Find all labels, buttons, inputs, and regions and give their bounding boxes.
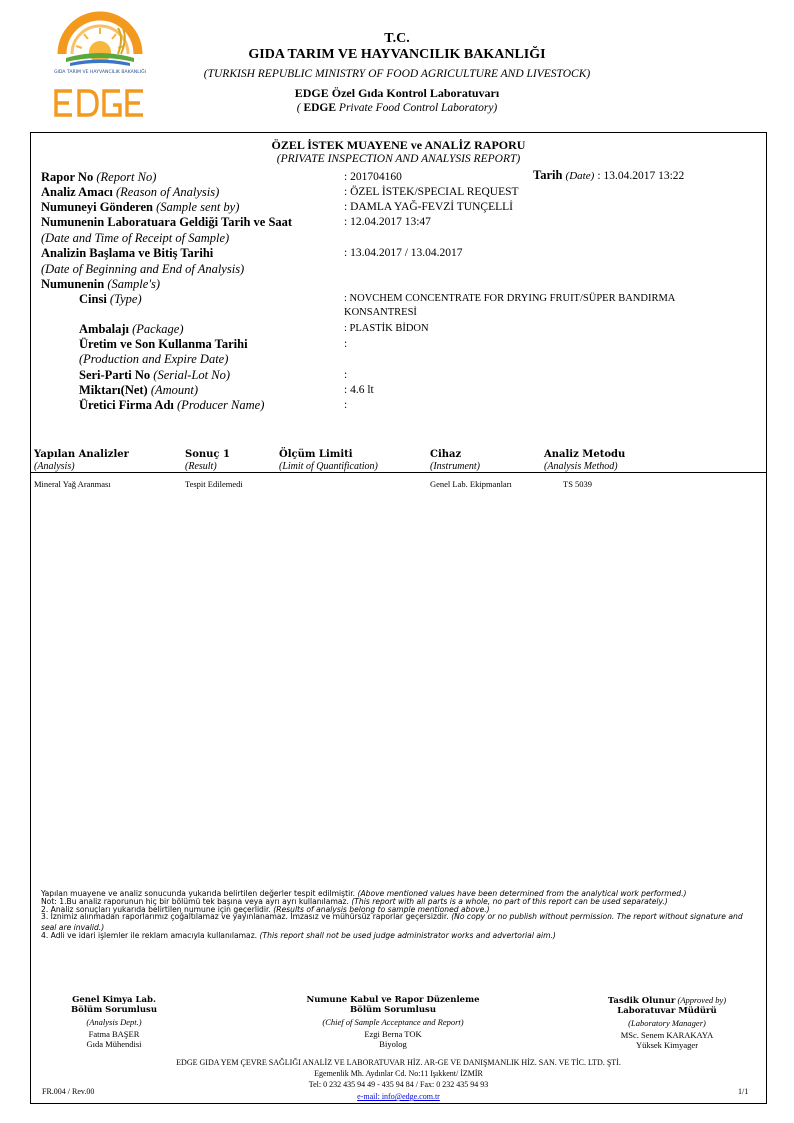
signature-role: Gıda Mühendisi [86,1039,142,1049]
signature-title-en: (Chief of Sample Acceptance and Report) [322,1017,464,1027]
form-number: FR.004 / Rev.00 [42,1087,95,1096]
date-label: Tarih [533,168,563,182]
lab-name-en-edge: EDGE [303,102,337,114]
signature-title-en: (Laboratory Manager) [628,1018,706,1028]
footer-address: Egemenlik Mh. Aydınlar Cd. No:11 Işıkkent/ İZMİR [314,1069,483,1078]
field-label-en: (Producer Name) [177,398,265,412]
ministry-logo-text: GIDA TARIM VE HAYVANCILIK BAKANLIĞI [53,70,147,75]
field-label: Numuneyi Gönderen [41,200,153,214]
note-text-en: (Above mentioned values have been determined from the analytical work performed.) [357,889,687,898]
date-label-en: (Date) [565,170,595,182]
cell-method: TS 5039 [563,479,593,489]
sample-production-expire: Üretim ve Son Kullanma Tarihi [79,337,248,351]
signature-lab-manager [587,995,747,1050]
report-title: ÖZEL İSTEK MUAYENE ve ANALİZ RAPORU [271,138,526,152]
field-report-no-value: : 201704160 [344,171,402,183]
field-label: Numunenin [41,277,105,291]
note-text-en: (This report shall not be used judge administrator works and advertorial aim.) [259,931,556,940]
cell-instrument: Genel Lab. Ekipmanları [430,479,512,489]
field-receipt-date: Numunenin Laboratuara Geldiği Tarih ve Saat [41,215,293,229]
lab-name-en-open: ( [296,102,304,114]
field-analysis-dates: Analizin Başlama ve Bitiş Tarihi [41,246,214,260]
note-text: 3. İznimiz alınmadan raporlarımız çoğaltılamaz ve yayınlanamaz. İmzasız ve mühürsüz raporlar geçersizdir. [41,912,449,921]
note-3 [41,912,743,921]
field-label: Üretici Firma Adı [79,398,174,412]
report-subtitle: (PRIVATE INSPECTION AND ANALYSIS REPORT) [276,153,521,165]
signature-name: Fatma BAŞER [88,1029,140,1039]
page-number: 1/1 [738,1087,749,1096]
field-sample [41,277,160,292]
footer-phone: Tel: 0 232 435 94 49 - 435 94 84 / Fax: 0 232 435 94 93 [308,1080,489,1089]
col-header-result-en: (Result) [185,461,217,472]
note-text: Not: 1.Bu analiz raporunun hiç bir bölümü tek başına veya ayrı ayrı kullanılamaz. [41,897,349,906]
sample-lot-value: : [344,369,348,381]
signature-title-en: (Analysis Dept.) [86,1017,142,1027]
note-text-en: (This report with all parts is a whole, no part of this report can be used separately.) [351,897,668,906]
signature-role: Biyolog [379,1039,407,1049]
field-label-en: (Sample's) [107,277,161,291]
col-header-method-en: (Analysis Method) [544,461,618,472]
ministry-name: GIDA TARIM VE HAYVANCILIK BAKANLIĞI [248,47,546,62]
field-label-en: (Package) [132,322,184,336]
field-analysis-reason-value: : ÖZEL İSTEK/SPECIAL REQUEST [344,186,519,198]
lab-name: EDGE Özel Gıda Kontrol Laboratuvarı [294,86,500,100]
header-tc: T.C. [384,31,410,46]
sample-producer-value: : [344,399,348,411]
edge-logo [52,86,146,120]
col-header-instrument: Cihaz [430,449,462,460]
field-analysis-dates-value: : 13.04.2017 / 13.04.2017 [344,247,463,259]
sample-amount-value: : 4.6 lt [344,384,374,396]
signature-title: Numune Kabul ve Rapor Düzenleme [306,995,480,1005]
table-header-divider [30,472,767,473]
signature-name: Ezgi Berna TOK [364,1029,422,1039]
note-text: 4. Adli ve idari işlemler ile reklam amacıyla kullanılamaz. [41,931,258,940]
field-analysis-dates-en: (Date of Beginning and End of Analysis) [41,262,245,276]
signature-title-approved: (Approved by) [677,995,727,1005]
field-label-en: (Serial-Lot No) [153,368,231,382]
lab-name-en-rest: Private Food Control Laboratory) [336,102,498,114]
signature-title: Genel Kimya Lab. [72,995,156,1005]
footer-email-link[interactable]: e-mail: info@edge.com.tr [357,1092,440,1101]
sample-production-expire-value: : [344,338,348,350]
note-3-cont: seal are invalid.) [41,923,105,932]
col-header-limit-en: (Limit of Quantification) [279,461,378,472]
cell-result: Tespit Edilemedi [185,479,243,489]
signature-analysis-dept [34,995,194,1049]
field-label: Analiz Amacı [41,185,113,199]
note-text: Yapılan muayene ve analiz sonucunda yukarıda belirtilen değerler tespit edilmiştir. [41,889,356,898]
col-header-analysis: Yapılan Analizler [34,449,129,460]
sample-lot [79,368,230,383]
field-report-no [41,170,156,185]
signature-title-2: Bölüm Sorumlusu [349,1005,437,1015]
field-label: Cinsi [79,292,107,306]
note-text-en: (Results of analysis belong to sample mentioned above.) [273,905,490,914]
col-header-analysis-en: (Analysis) [34,461,75,472]
field-sender [41,200,239,215]
field-label: Miktarı(Net) [79,383,148,397]
sample-type-value-2: KONSANTRESİ [344,307,417,318]
field-label: Rapor No [41,170,94,184]
field-label-en: (Type) [109,292,142,306]
sample-package [79,322,183,337]
field-label-en: (Amount) [150,383,199,397]
field-label: Seri-Parti No [79,368,151,382]
sample-amount [79,383,198,398]
signature-title-2: Bölüm Sorumlusu [70,1005,158,1015]
col-header-limit: Ölçüm Limiti [279,449,353,460]
note-text: 2. Analiz sonuçları yukarıda belirtilen numune için geçerlidir. [41,905,271,914]
signature-title-2: Laboratuvar Müdürü [617,1006,717,1016]
signature-title: Tasdik Olunur [607,996,676,1006]
field-analysis-reason [41,185,219,200]
field-receipt-date-value: : 12.04.2017 13:47 [344,216,431,228]
note-4 [41,931,556,940]
cell-analysis: Mineral Yağ Aranması [34,479,111,489]
col-header-method: Analiz Metodu [544,449,626,460]
field-receipt-date-en: (Date and Time of Receipt of Sample) [41,231,230,245]
date-value: : 13.04.2017 13:22 [597,170,685,182]
field-sender-value: : DAMLA YAĞ-FEVZİ TUNÇELLİ [344,201,513,213]
field-label: Ambalajı [79,322,129,336]
sample-type-value: : NOVCHEM CONCENTRATE FOR DRYING FRUIT/SÜPER BANDIRMA [344,293,676,304]
sample-package-value: : PLASTİK BİDON [344,323,429,334]
sample-producer [79,398,264,413]
footer-company: EDGE GIDA YEM ÇEVRE SAĞLIĞI ANALİZ VE LABORATUVAR HİZ. AR-GE VE DANIŞMANLIK HİZ. SAN. VE TİC. LTD. ŞTİ. [176,1058,621,1067]
lab-name-en [150,102,644,114]
report-date [533,168,684,183]
field-label-en: (Report No) [96,170,157,184]
table-row [0,479,794,491]
sample-type [79,292,142,307]
signature-sample-acceptance [273,995,513,1049]
sample-production-expire-en: (Production and Expire Date) [79,352,229,366]
col-header-result: Sonuç 1 [185,449,230,460]
ministry-name-en: (TURKISH REPUBLIC MINISTRY OF FOOD AGRICULTURE AND LIVESTOCK) [203,68,591,80]
field-label-en: (Sample sent by) [156,200,240,214]
note-text-en: (No copy or no publish without permission. The report without signature and [451,912,743,921]
signature-role: Yüksek Kimyager [635,1040,699,1050]
field-label-en: (Reason of Analysis) [116,185,220,199]
signature-name: MSc. Senem KARAKAYA [620,1030,714,1040]
col-header-instrument-en: (Instrument) [430,461,480,472]
